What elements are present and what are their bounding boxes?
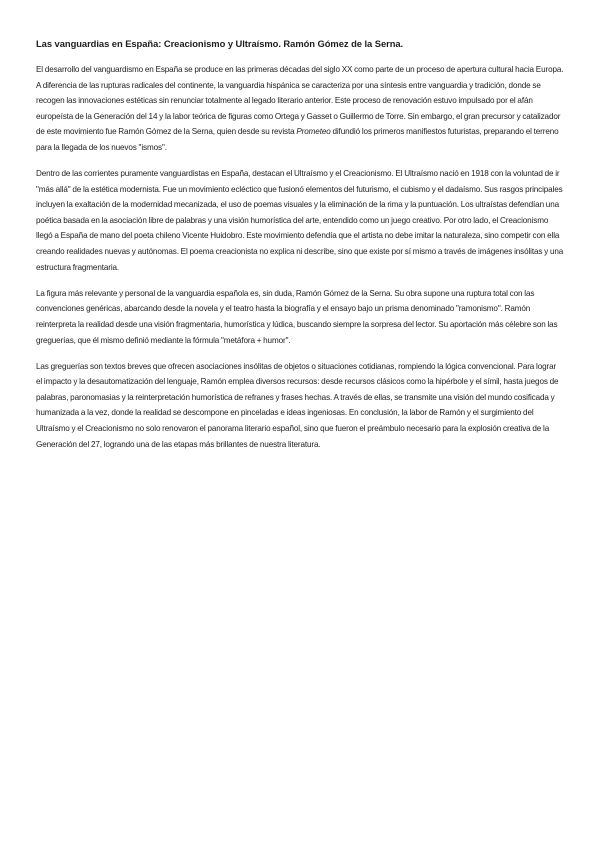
document-title: Las vanguardias en España: Creacionismo y Ultraísmo. Ramón Gómez de la Serna.	[36, 38, 404, 49]
paragraph-1	[36, 62, 564, 156]
paragraph-4: Las greguerías son textos breves que ofrecen asociaciones insólitas de objetos o situaciones cotidianas, rompiendo la lógica convencional. Para lograr el impacto y la desautomatización del lenguaje, Ramón emplea diversos recursos: desde recursos clásicos como la hipérbole y el símil, hasta juegos de palabras, paronomasias y la reinterpretación humorística de refranes y frases hechas. A través de ellas, se transmite una visión del mundo cosificada y humanizada a la vez, donde la realidad se descompone en pinceladas e ideas ingeniosas. En conclusión, la labor de Ramón y el surgimiento del Ultraísmo y el Creacionismo no solo renovaron el panorama literario español, sino que fueron el preámbulo necesario para la explosión creativa de la Generación del 27, logrando una de las etapas más brillantes de nuestra literatura.	[36, 361, 559, 449]
document-body	[36, 38, 564, 463]
paragraph-1-text-before: El desarrollo del vanguardismo en España se produce en las primeras décadas del siglo XX como parte de un proceso de apertura cultural hacia Europa. A diferencia de las rupturas radicales del continente, la vanguardia hispánica se caracteriza por una síntesis entre vanguardia y tradición, donde se recogen las innovaciones estéticas sin renunciar totalmente al legado literario anterior. Este proceso de renovación estuvo impulsado por el afán europeísta de la Generación del 14 y la labor teórica de figuras como Ortega y Gasset o Guillermo de Torre. Sin embargo, el gran precursor y catalizador de este movimiento fue Ramón Gómez de la Serna, quien desde su revista	[36, 65, 564, 137]
paragraph-3: La figura más relevante y personal de la vanguardia española es, sin duda, Ramón Gómez de la Serna. Su obra supone una ruptura total con las convenciones genéricas, abarcando desde la novela y el teatro hasta la biografía y el ensayo bajo un prisma denominado "ramonismo". Ramón reinterpreta la realidad desde una visión fragmentaria, humorística y lúdica, buscando siempre la sorpresa del lector. Su aportación más célebre son las greguerías, que él mismo definió mediante la fórmula "metáfora + humor".	[36, 288, 558, 345]
paragraph-1-text-after: difundió los primeros manifiestos futuristas, preparando el terreno para la llegada de los nuevos "ismos".	[36, 127, 559, 152]
magazine-title-prometeo: Prometeo	[296, 127, 331, 137]
paragraph-2: Dentro de las corrientes puramente vanguardistas en España, destacan el Ultraísmo y el Creacionismo. El Ultraísmo nació en 1918 con la voluntad de ir "más allá" de la estética modernista. Fue un movimiento ecléctico que fusionó elementos del futurismo, el cubismo y el dadaísmo. Sus rasgos principales incluyen la exaltación de la modernidad mecanizada, el uso de poemas visuales y la eliminación de la rima y la puntuación. Los ultraístas defendían una poética basada en la asociación libre de palabras y una visión humorística del arte, entendido como un juego creativo. Por otro lado, el Creacionismo llegó a España de mano del poeta chileno Vicente Huidobro. Este movimiento defendía que el artista no debe imitar la naturaleza, sino competir con ella creando realidades nuevas y autónomas. El poema creacionista no explica ni describe, sino que existe por sí mismo a través de imágenes insólitas y una estructura fragmentaria.	[36, 169, 564, 272]
